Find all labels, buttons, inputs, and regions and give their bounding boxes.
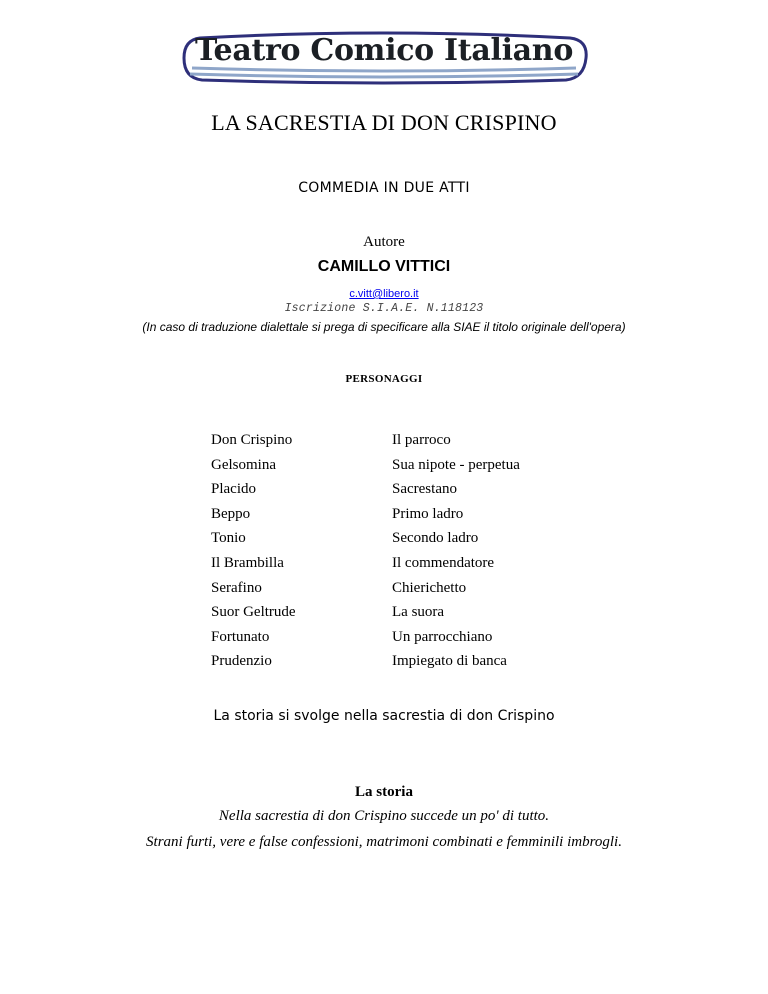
character-name: Tonio (211, 530, 246, 547)
character-name: Fortunato (211, 628, 270, 645)
character-name: Beppo (211, 505, 251, 522)
siae-registration: Iscrizione S.I.A.E. N.118123 (284, 302, 484, 315)
character-name: Placido (211, 481, 256, 498)
cast-row (211, 653, 611, 678)
character-role: Il commendatore (392, 554, 495, 571)
email-row (0, 284, 768, 302)
character-role: Secondo ladro (392, 530, 479, 547)
play-subtitle: COMMEDIA IN DUE ATTI (298, 180, 470, 196)
play-title: LA SACRESTIA DI DON CRISPINO (211, 110, 557, 135)
cast-row (211, 555, 611, 580)
story-setting: La storia si svolge nella sacrestia di don Crispino (213, 708, 555, 724)
cast-row (211, 481, 611, 506)
translation-note: (In caso di traduzione dialettale si prega di specificare alla SIAE il titolo originale dell'opera) (142, 320, 626, 334)
author-name: CAMILLO VITTICI (317, 258, 451, 275)
character-role: Sacrestano (392, 481, 457, 498)
cast-list (211, 432, 611, 678)
character-role: Un parrocchiano (392, 628, 493, 645)
characters-heading: PERSONAGGI (345, 373, 423, 385)
character-role: Chierichetto (392, 579, 467, 596)
cast-row (211, 506, 611, 531)
character-role: Sua nipote - perpetua (392, 456, 520, 473)
cast-row (211, 629, 611, 654)
character-role: Il parroco (392, 432, 451, 448)
character-name: Prudenzio (211, 653, 272, 670)
character-name: Serafino (211, 579, 262, 596)
character-role: La suora (392, 604, 445, 621)
cast-row (211, 530, 611, 555)
character-name: Don Crispino (211, 432, 293, 448)
cast-row (211, 457, 611, 482)
character-name: Il Brambilla (211, 554, 284, 571)
story-line: Nella sacrestia di don Crispino succede un po' di tutto. (218, 808, 550, 824)
story-heading: La storia (355, 784, 413, 800)
author-email-link[interactable]: c.vitt@libero.it (349, 288, 419, 300)
story-line: Strani furti, vere e false confessioni, matrimoni combinati e femminili imbrogli. (146, 834, 622, 850)
character-name: Suor Geltrude (211, 604, 296, 621)
cast-row (211, 432, 611, 457)
cast-row (211, 604, 611, 629)
logo-text: Teatro Comico Italiano (194, 33, 574, 68)
cast-row (211, 580, 611, 605)
theatre-logo (178, 30, 590, 86)
character-role: Primo ladro (392, 505, 464, 522)
character-role: Impiegato di banca (392, 653, 507, 670)
author-label: Autore (363, 234, 405, 250)
character-name: Gelsomina (211, 456, 276, 473)
